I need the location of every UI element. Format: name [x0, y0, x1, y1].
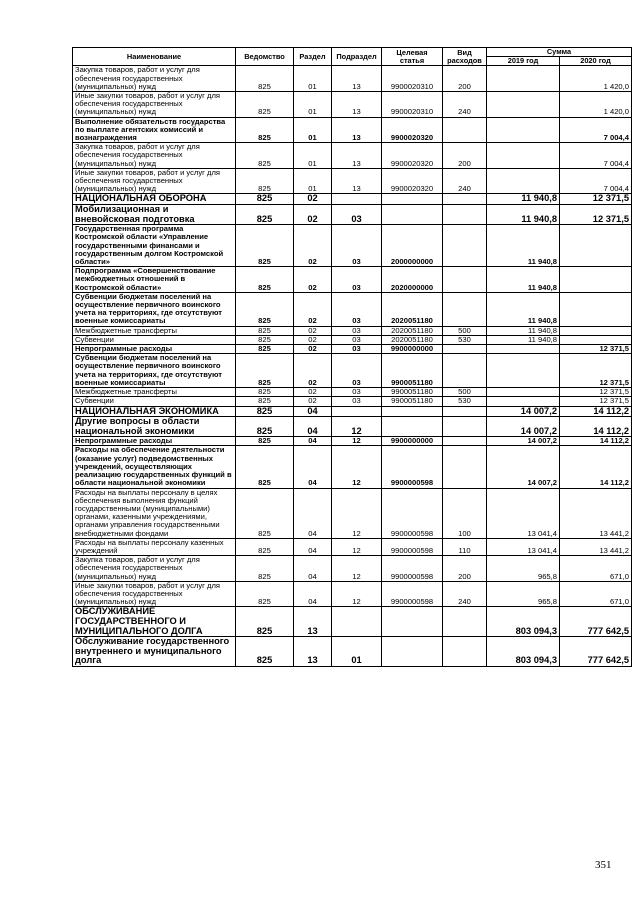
table-row — [73, 607, 632, 637]
cell-target: 9900000598 — [382, 581, 443, 607]
cell-2019: 13 041,4 — [487, 488, 560, 538]
cell-2020: 13 441,2 — [560, 488, 632, 538]
cell-2020 — [560, 292, 632, 326]
cell-subsection: 12 — [332, 437, 382, 446]
table-row — [73, 446, 632, 488]
cell-dept: 825 — [236, 488, 294, 538]
cell-section: 04 — [294, 406, 332, 417]
cell-2019: 13 041,4 — [487, 538, 560, 555]
cell-2020: 671,0 — [560, 581, 632, 607]
cell-subsection — [332, 406, 382, 417]
cell-type — [443, 437, 487, 446]
table-row — [73, 143, 632, 169]
cell-2019: 14 007,2 — [487, 437, 560, 446]
cell-section: 01 — [294, 92, 332, 118]
cell-2020: 13 441,2 — [560, 538, 632, 555]
cell-2019 — [487, 388, 560, 397]
cell-type: 240 — [443, 168, 487, 194]
table-row — [73, 117, 632, 143]
header-subsection: Подраздел — [332, 48, 382, 66]
cell-name: Закупка товаров, работ и услуг для обеспечения государственных (муниципальных) нужд — [73, 143, 236, 169]
cell-2019 — [487, 117, 560, 143]
cell-name: Иные закупки товаров, работ и услуг для обеспечения государственных (муниципальных) нужд — [73, 168, 236, 194]
cell-name: Расходы на выплаты персоналу казенных учреждений — [73, 538, 236, 555]
cell-name: НАЦИОНАЛЬНАЯ ОБОРОНА — [73, 194, 236, 205]
cell-2020: 14 112,2 — [560, 446, 632, 488]
cell-section: 02 — [294, 345, 332, 354]
cell-subsection: 01 — [332, 637, 382, 667]
cell-section: 01 — [294, 168, 332, 194]
cell-section: 04 — [294, 581, 332, 607]
cell-dept: 825 — [236, 345, 294, 354]
header-name: Наименование — [73, 48, 236, 66]
table-row — [73, 354, 632, 388]
cell-name: Иные закупки товаров, работ и услуг для обеспечения государственных (муниципальных) нужд — [73, 581, 236, 607]
cell-dept: 825 — [236, 406, 294, 417]
cell-name: НАЦИОНАЛЬНАЯ ЭКОНОМИКА — [73, 406, 236, 417]
cell-section: 04 — [294, 488, 332, 538]
cell-section: 01 — [294, 117, 332, 143]
cell-target: 9900020320 — [382, 168, 443, 194]
cell-type: 530 — [443, 397, 487, 406]
cell-2020: 7 004,4 — [560, 168, 632, 194]
cell-name: Непрограммные расходы — [73, 437, 236, 446]
cell-type: 240 — [443, 581, 487, 607]
cell-type: 240 — [443, 92, 487, 118]
header-section: Раздел — [294, 48, 332, 66]
table-row — [73, 66, 632, 92]
cell-2020: 777 642,5 — [560, 637, 632, 667]
cell-dept: 825 — [236, 117, 294, 143]
cell-type — [443, 345, 487, 354]
cell-section: 02 — [294, 194, 332, 205]
table-row — [73, 292, 632, 326]
table-row — [73, 556, 632, 582]
cell-type — [443, 354, 487, 388]
table-row — [73, 406, 632, 417]
cell-dept: 825 — [236, 194, 294, 205]
cell-subsection: 03 — [332, 225, 382, 267]
cell-dept: 825 — [236, 143, 294, 169]
cell-target — [382, 406, 443, 417]
cell-2020: 14 112,2 — [560, 417, 632, 437]
cell-2020: 1 420,0 — [560, 66, 632, 92]
cell-type: 100 — [443, 488, 487, 538]
cell-name: Мобилизационная и вневойсковая подготовка — [73, 205, 236, 225]
cell-subsection: 03 — [332, 354, 382, 388]
cell-subsection: 13 — [332, 143, 382, 169]
cell-dept: 825 — [236, 637, 294, 667]
cell-section: 02 — [294, 326, 332, 335]
table-row — [73, 194, 632, 205]
cell-name: Подпрограмма «Совершенствование межбюджетных отношений в Костромской области» — [73, 267, 236, 293]
cell-name: Субвенции — [73, 397, 236, 406]
cell-2019: 11 940,8 — [487, 267, 560, 293]
cell-subsection: 03 — [332, 345, 382, 354]
table-row — [73, 488, 632, 538]
cell-target: 9900020320 — [382, 117, 443, 143]
table-row — [73, 417, 632, 437]
header-target: Целевая статья — [382, 48, 443, 66]
cell-target — [382, 205, 443, 225]
cell-subsection: 03 — [332, 388, 382, 397]
cell-type: 500 — [443, 388, 487, 397]
cell-name: Межбюджетные трансферты — [73, 326, 236, 335]
cell-type — [443, 406, 487, 417]
cell-name: Субвенции — [73, 335, 236, 344]
cell-target: 2000000000 — [382, 225, 443, 267]
cell-name: Расходы на выплаты персоналу в целях обеспечения выполнения функций государственными (муниципальными) органами, казенными учреждениями, органами управления государственными внебюджетными фондами — [73, 488, 236, 538]
cell-name: Обслуживание государственного внутреннего и муниципального долга — [73, 637, 236, 667]
cell-section: 02 — [294, 335, 332, 344]
cell-target — [382, 607, 443, 637]
cell-section: 04 — [294, 556, 332, 582]
cell-2020: 14 112,2 — [560, 437, 632, 446]
cell-dept: 825 — [236, 292, 294, 326]
cell-dept: 825 — [236, 205, 294, 225]
cell-section: 04 — [294, 538, 332, 555]
cell-2019 — [487, 345, 560, 354]
cell-2019 — [487, 168, 560, 194]
cell-subsection: 12 — [332, 417, 382, 437]
header-type: Вид расходов — [443, 48, 487, 66]
cell-section: 02 — [294, 388, 332, 397]
cell-subsection: 03 — [332, 397, 382, 406]
table-row — [73, 397, 632, 406]
cell-dept: 825 — [236, 168, 294, 194]
cell-name: Межбюджетные трансферты — [73, 388, 236, 397]
cell-2019: 11 940,8 — [487, 292, 560, 326]
cell-name: ОБСЛУЖИВАНИЕ ГОСУДАРСТВЕННОГО И МУНИЦИПАЛЬНОГО ДОЛГА — [73, 607, 236, 637]
cell-dept: 825 — [236, 354, 294, 388]
cell-target: 2020000000 — [382, 267, 443, 293]
cell-2020: 12 371,5 — [560, 388, 632, 397]
cell-type: 110 — [443, 538, 487, 555]
cell-name: Другие вопросы в области национальной экономики — [73, 417, 236, 437]
cell-type — [443, 292, 487, 326]
cell-section: 02 — [294, 292, 332, 326]
cell-2020: 7 004,4 — [560, 117, 632, 143]
cell-2019 — [487, 143, 560, 169]
cell-2019: 11 940,8 — [487, 326, 560, 335]
cell-subsection: 03 — [332, 292, 382, 326]
cell-section: 02 — [294, 397, 332, 406]
cell-dept: 825 — [236, 335, 294, 344]
cell-target: 9900051180 — [382, 397, 443, 406]
cell-target: 9900020320 — [382, 143, 443, 169]
cell-2020: 12 371,5 — [560, 354, 632, 388]
cell-type — [443, 205, 487, 225]
cell-type: 500 — [443, 326, 487, 335]
cell-2019: 965,8 — [487, 581, 560, 607]
cell-dept: 825 — [236, 437, 294, 446]
cell-target: 9900000598 — [382, 446, 443, 488]
cell-2020: 777 642,5 — [560, 607, 632, 637]
table-row — [73, 225, 632, 267]
cell-dept: 825 — [236, 417, 294, 437]
cell-2020: 12 371,5 — [560, 205, 632, 225]
cell-type — [443, 446, 487, 488]
cell-subsection: 13 — [332, 117, 382, 143]
cell-target: 9900000598 — [382, 538, 443, 555]
cell-target: 2020051180 — [382, 292, 443, 326]
cell-2020 — [560, 225, 632, 267]
table-row — [73, 168, 632, 194]
cell-type: 530 — [443, 335, 487, 344]
cell-section: 02 — [294, 205, 332, 225]
cell-name: Государственная программа Костромской области «Управление государственными финансами и государственным долгом Костромской области» — [73, 225, 236, 267]
cell-subsection: 03 — [332, 335, 382, 344]
cell-2020 — [560, 267, 632, 293]
cell-subsection: 03 — [332, 326, 382, 335]
table-row — [73, 267, 632, 293]
cell-section: 13 — [294, 607, 332, 637]
cell-2020: 12 371,5 — [560, 345, 632, 354]
cell-type — [443, 637, 487, 667]
table-row — [73, 637, 632, 667]
cell-type — [443, 117, 487, 143]
header-dept: Ведомство — [236, 48, 294, 66]
cell-subsection: 12 — [332, 446, 382, 488]
cell-name: Непрограммные расходы — [73, 345, 236, 354]
cell-2019: 11 940,8 — [487, 335, 560, 344]
cell-type — [443, 194, 487, 205]
cell-2020 — [560, 326, 632, 335]
cell-subsection — [332, 194, 382, 205]
cell-name: Закупка товаров, работ и услуг для обеспечения государственных (муниципальных) нужд — [73, 66, 236, 92]
cell-section: 04 — [294, 417, 332, 437]
page-number: 351 — [595, 859, 612, 871]
cell-dept: 825 — [236, 397, 294, 406]
cell-name: Расходы на обеспечение деятельности (оказание услуг) подведомственных учреждений, осуществляющих реализацию государственных функций в области национальной экономики — [73, 446, 236, 488]
cell-type: 200 — [443, 143, 487, 169]
cell-target — [382, 417, 443, 437]
cell-type: 200 — [443, 556, 487, 582]
table-row — [73, 538, 632, 555]
cell-type: 200 — [443, 66, 487, 92]
cell-2019: 14 007,2 — [487, 406, 560, 417]
cell-name: Иные закупки товаров, работ и услуг для обеспечения государственных (муниципальных) нужд — [73, 92, 236, 118]
cell-section: 02 — [294, 225, 332, 267]
cell-target: 2020051180 — [382, 335, 443, 344]
cell-section: 01 — [294, 66, 332, 92]
cell-target — [382, 194, 443, 205]
cell-type — [443, 417, 487, 437]
cell-2020: 7 004,4 — [560, 143, 632, 169]
cell-name: Субвенции бюджетам поселений на осуществление первичного воинского учета на территориях, где отсутствуют военные комиссариаты — [73, 354, 236, 388]
table-row — [73, 92, 632, 118]
cell-subsection: 12 — [332, 581, 382, 607]
cell-dept: 825 — [236, 556, 294, 582]
cell-dept: 825 — [236, 66, 294, 92]
cell-section: 02 — [294, 267, 332, 293]
cell-2020: 14 112,2 — [560, 406, 632, 417]
cell-dept: 825 — [236, 92, 294, 118]
cell-2020: 12 371,5 — [560, 194, 632, 205]
cell-name: Закупка товаров, работ и услуг для обеспечения государственных (муниципальных) нужд — [73, 556, 236, 582]
cell-subsection — [332, 607, 382, 637]
cell-section: 02 — [294, 354, 332, 388]
cell-target: 9900020310 — [382, 92, 443, 118]
cell-subsection: 13 — [332, 66, 382, 92]
cell-2019: 803 094,3 — [487, 637, 560, 667]
cell-target: 9900000598 — [382, 556, 443, 582]
cell-2019: 965,8 — [487, 556, 560, 582]
table-row — [73, 326, 632, 335]
cell-2019: 803 094,3 — [487, 607, 560, 637]
cell-2019: 11 940,8 — [487, 194, 560, 205]
cell-subsection: 03 — [332, 205, 382, 225]
cell-2020: 12 371,5 — [560, 397, 632, 406]
cell-2019 — [487, 397, 560, 406]
cell-section: 13 — [294, 637, 332, 667]
cell-name: Субвенции бюджетам поселений на осуществление первичного воинского учета на территориях, где отсутствуют военные комиссариаты — [73, 292, 236, 326]
cell-name: Выполнение обязательств государства по выплате агентских комиссий и вознаграждения — [73, 117, 236, 143]
cell-target: 9900000598 — [382, 488, 443, 538]
table-header — [73, 48, 632, 66]
cell-target: 9900020310 — [382, 66, 443, 92]
cell-2019: 14 007,2 — [487, 446, 560, 488]
cell-2020: 1 420,0 — [560, 92, 632, 118]
cell-dept: 825 — [236, 326, 294, 335]
cell-subsection: 12 — [332, 488, 382, 538]
cell-2019: 14 007,2 — [487, 417, 560, 437]
table-row — [73, 581, 632, 607]
cell-target — [382, 637, 443, 667]
cell-dept: 825 — [236, 225, 294, 267]
header-sum: Сумма — [487, 48, 632, 57]
table-row — [73, 205, 632, 225]
cell-type — [443, 267, 487, 293]
cell-target: 9900000000 — [382, 345, 443, 354]
cell-2019 — [487, 92, 560, 118]
cell-target: 2020051180 — [382, 326, 443, 335]
cell-dept: 825 — [236, 607, 294, 637]
cell-subsection: 13 — [332, 168, 382, 194]
cell-dept: 825 — [236, 267, 294, 293]
cell-target: 9900051180 — [382, 354, 443, 388]
header-2019: 2019 год — [487, 57, 560, 66]
cell-subsection: 13 — [332, 92, 382, 118]
cell-type — [443, 607, 487, 637]
cell-subsection: 12 — [332, 538, 382, 555]
cell-2019 — [487, 66, 560, 92]
cell-subsection: 12 — [332, 556, 382, 582]
cell-section: 01 — [294, 143, 332, 169]
budget-table — [72, 47, 632, 667]
cell-2019 — [487, 354, 560, 388]
cell-2020: 671,0 — [560, 556, 632, 582]
cell-type — [443, 225, 487, 267]
cell-2019: 11 940,8 — [487, 205, 560, 225]
cell-subsection: 03 — [332, 267, 382, 293]
table-body — [73, 66, 632, 667]
cell-dept: 825 — [236, 581, 294, 607]
cell-dept: 825 — [236, 388, 294, 397]
cell-section: 04 — [294, 446, 332, 488]
cell-2019: 11 940,8 — [487, 225, 560, 267]
header-2020: 2020 год — [560, 57, 632, 66]
cell-dept: 825 — [236, 538, 294, 555]
cell-dept: 825 — [236, 446, 294, 488]
cell-target: 9900000000 — [382, 437, 443, 446]
cell-section: 04 — [294, 437, 332, 446]
cell-target: 9900051180 — [382, 388, 443, 397]
